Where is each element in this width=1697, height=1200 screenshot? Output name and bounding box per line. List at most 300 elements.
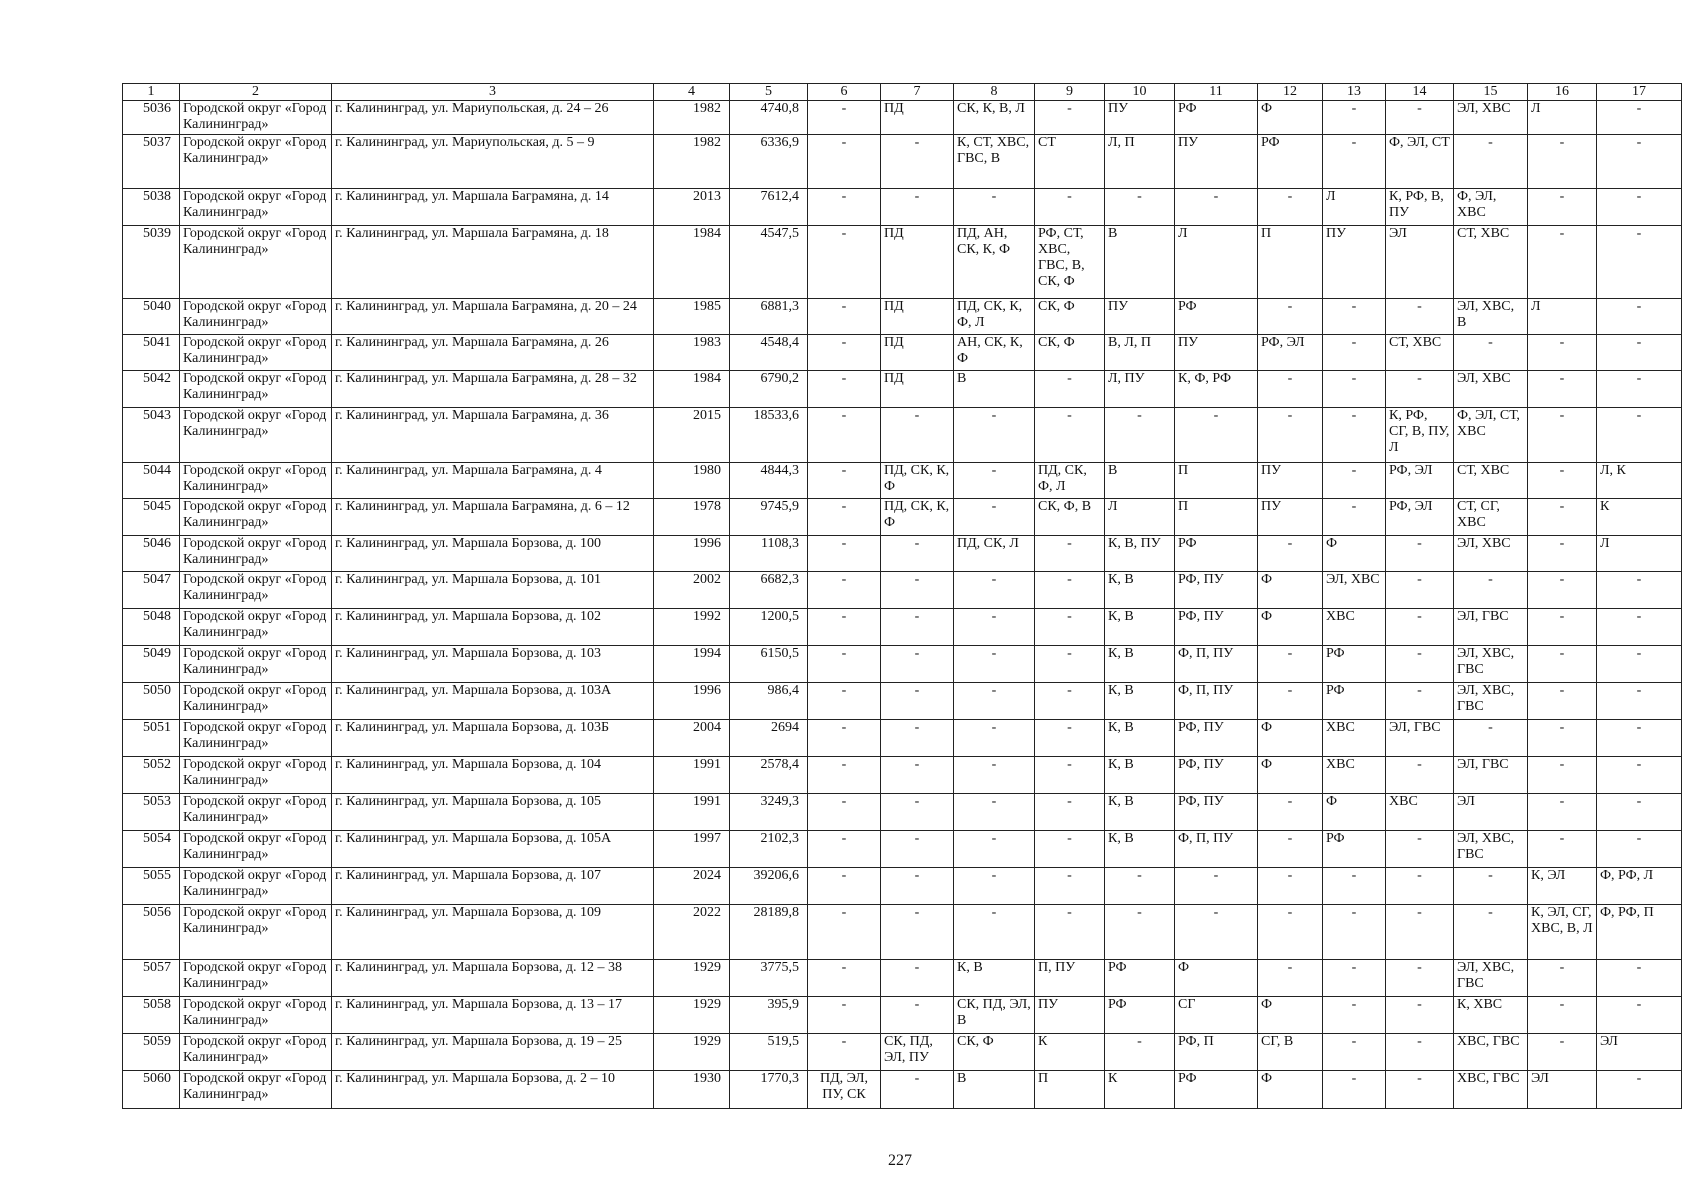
table-cell: г. Калининград, ул. Маршала Борзова, д. 13 – 17 bbox=[332, 997, 654, 1034]
table-cell: 1982 bbox=[654, 135, 730, 189]
table-cell: - bbox=[1386, 905, 1454, 960]
table-cell: г. Калининград, ул. Маршала Борзова, д. 105А bbox=[332, 831, 654, 868]
table-cell: ПД, ЭЛ, ПУ, СК bbox=[808, 1071, 881, 1109]
table-cell: - bbox=[1035, 408, 1105, 463]
table-cell: - bbox=[1597, 135, 1682, 189]
table-cell: Городской округ «Город Калининград» bbox=[180, 536, 332, 572]
table-cell: П bbox=[1035, 1071, 1105, 1109]
table-cell: - bbox=[1454, 335, 1528, 371]
table-cell: - bbox=[1105, 868, 1175, 905]
table-cell: 1982 bbox=[654, 101, 730, 135]
table-cell: 1991 bbox=[654, 757, 730, 794]
table-cell: Городской округ «Город Калининград» bbox=[180, 960, 332, 997]
table-cell: Ф bbox=[1258, 609, 1323, 646]
table-cell: - bbox=[1035, 371, 1105, 408]
table-cell: - bbox=[808, 609, 881, 646]
table-cell: - bbox=[1035, 720, 1105, 757]
table-cell: - bbox=[1528, 371, 1597, 408]
table-cell: К, В bbox=[1105, 609, 1175, 646]
table-cell: - bbox=[1323, 997, 1386, 1034]
table-cell: Ф, ЭЛ, СТ bbox=[1386, 135, 1454, 189]
table-cell: - bbox=[1597, 646, 1682, 683]
table-cell: - bbox=[808, 997, 881, 1034]
table-cell: Ф, ЭЛ, ХВС bbox=[1454, 189, 1528, 226]
table-cell: - bbox=[1105, 1034, 1175, 1071]
table-cell: - bbox=[1386, 1071, 1454, 1109]
table-cell: - bbox=[1597, 609, 1682, 646]
table-cell: РФ bbox=[1175, 299, 1258, 335]
table-cell: 5041 bbox=[123, 335, 180, 371]
table-cell: - bbox=[1528, 189, 1597, 226]
table-cell: ХВС, ГВС bbox=[1454, 1034, 1528, 1071]
table-row bbox=[123, 1071, 1682, 1109]
table-cell: К, В bbox=[954, 960, 1035, 997]
table-row bbox=[123, 609, 1682, 646]
table-cell: 5058 bbox=[123, 997, 180, 1034]
table-cell: К, РФ, СГ, В, ПУ, Л bbox=[1386, 408, 1454, 463]
table-cell: - bbox=[1597, 408, 1682, 463]
table-cell: 1984 bbox=[654, 371, 730, 408]
table-cell: - bbox=[1528, 536, 1597, 572]
table-cell: ЭЛ, ХВС, ГВС bbox=[1454, 831, 1528, 868]
table-cell: РФ, ЭЛ bbox=[1258, 335, 1323, 371]
table-cell: - bbox=[1386, 609, 1454, 646]
table-cell: РФ bbox=[1323, 646, 1386, 683]
table-cell: РФ, ПУ bbox=[1175, 794, 1258, 831]
table-cell: 39206,6 bbox=[730, 868, 808, 905]
table-cell: К, В, ПУ bbox=[1105, 536, 1175, 572]
table-cell: 1200,5 bbox=[730, 609, 808, 646]
table-cell: 1929 bbox=[654, 1034, 730, 1071]
table-cell: ПД, СК, К, Ф bbox=[881, 463, 954, 499]
table-cell: Л bbox=[1323, 189, 1386, 226]
table-cell: - bbox=[1258, 683, 1323, 720]
table-cell: Л bbox=[1175, 226, 1258, 299]
table-row bbox=[123, 997, 1682, 1034]
table-cell: - bbox=[1597, 683, 1682, 720]
table-cell: - bbox=[1323, 371, 1386, 408]
table-cell: ПУ bbox=[1258, 499, 1323, 536]
table-cell: ЭЛ, ХВС, ГВС bbox=[1454, 960, 1528, 997]
table-cell: Ф, П, ПУ bbox=[1175, 683, 1258, 720]
table-cell: 1929 bbox=[654, 960, 730, 997]
table-cell: РФ bbox=[1175, 536, 1258, 572]
table-cell: - bbox=[1035, 905, 1105, 960]
table-cell: 4548,4 bbox=[730, 335, 808, 371]
table-cell: ПУ bbox=[1105, 299, 1175, 335]
table-cell: К bbox=[1035, 1034, 1105, 1071]
table-cell: Л bbox=[1528, 101, 1597, 135]
table-cell: - bbox=[954, 831, 1035, 868]
table-cell: РФ, ЭЛ bbox=[1386, 463, 1454, 499]
table-cell: - bbox=[881, 997, 954, 1034]
table-cell: 6881,3 bbox=[730, 299, 808, 335]
table-cell: К bbox=[1597, 499, 1682, 536]
table-cell: 5050 bbox=[123, 683, 180, 720]
table-cell: ЭЛ, ГВС bbox=[1454, 757, 1528, 794]
column-header: 6 bbox=[808, 84, 881, 101]
table-cell: ПД bbox=[881, 226, 954, 299]
table-row bbox=[123, 299, 1682, 335]
table-cell: - bbox=[954, 794, 1035, 831]
table-cell: - bbox=[1035, 683, 1105, 720]
table-cell: ПД, СК, Ф, Л bbox=[1035, 463, 1105, 499]
table-cell: 5060 bbox=[123, 1071, 180, 1109]
table-cell: - bbox=[1175, 408, 1258, 463]
table-cell: 6150,5 bbox=[730, 646, 808, 683]
table-cell: ЭЛ, ХВС, ГВС bbox=[1454, 683, 1528, 720]
table-cell: 4844,3 bbox=[730, 463, 808, 499]
table-cell: В bbox=[954, 371, 1035, 408]
table-cell: Ф bbox=[1258, 720, 1323, 757]
table-cell: 6682,3 bbox=[730, 572, 808, 609]
table-cell: 2002 bbox=[654, 572, 730, 609]
table-cell: - bbox=[808, 646, 881, 683]
table-cell: 28189,8 bbox=[730, 905, 808, 960]
table-cell: - bbox=[954, 609, 1035, 646]
table-cell: - bbox=[1175, 868, 1258, 905]
table-cell: - bbox=[1035, 794, 1105, 831]
table-cell: К, В bbox=[1105, 831, 1175, 868]
table-cell: 1996 bbox=[654, 536, 730, 572]
table-cell: Л bbox=[1597, 536, 1682, 572]
table-cell: - bbox=[1386, 997, 1454, 1034]
table-cell: - bbox=[1528, 646, 1597, 683]
table-row bbox=[123, 794, 1682, 831]
table-cell: - bbox=[1597, 831, 1682, 868]
table-cell: К, В bbox=[1105, 794, 1175, 831]
table-cell: 5057 bbox=[123, 960, 180, 997]
table-cell: 5037 bbox=[123, 135, 180, 189]
table-cell: РФ, ПУ bbox=[1175, 609, 1258, 646]
table-row bbox=[123, 757, 1682, 794]
table-cell: 5056 bbox=[123, 905, 180, 960]
table-cell: - bbox=[881, 609, 954, 646]
table-cell: 519,5 bbox=[730, 1034, 808, 1071]
table-cell: ПУ bbox=[1175, 135, 1258, 189]
table-cell: РФ bbox=[1323, 683, 1386, 720]
table-cell: - bbox=[954, 757, 1035, 794]
table-cell: - bbox=[1258, 536, 1323, 572]
table-cell: - bbox=[1528, 1034, 1597, 1071]
table-cell: Городской округ «Город Калининград» bbox=[180, 299, 332, 335]
table-cell: ЭЛ bbox=[1597, 1034, 1682, 1071]
table-cell: г. Калининград, ул. Маршала Баграмяна, д. 18 bbox=[332, 226, 654, 299]
table-cell: - bbox=[808, 135, 881, 189]
table-cell: РФ, ЭЛ bbox=[1386, 499, 1454, 536]
table-cell: Городской округ «Город Калининград» bbox=[180, 757, 332, 794]
table-cell: - bbox=[1105, 905, 1175, 960]
table-cell: - bbox=[1454, 572, 1528, 609]
table-cell: - bbox=[1175, 189, 1258, 226]
table-cell: РФ, ПУ bbox=[1175, 572, 1258, 609]
table-cell: - bbox=[1528, 499, 1597, 536]
table-cell: г. Калининград, ул. Маршала Баграмяна, д. 26 bbox=[332, 335, 654, 371]
table-cell: ПУ bbox=[1258, 463, 1323, 499]
table-cell: - bbox=[1386, 646, 1454, 683]
table-cell: 2004 bbox=[654, 720, 730, 757]
table-cell: ПД bbox=[881, 335, 954, 371]
table-cell: - bbox=[1323, 868, 1386, 905]
table-cell: г. Калининград, ул. Маршала Борзова, д. 100 bbox=[332, 536, 654, 572]
table-cell: 1985 bbox=[654, 299, 730, 335]
table-cell: 1978 bbox=[654, 499, 730, 536]
table-cell: - bbox=[808, 101, 881, 135]
table-cell: - bbox=[1323, 905, 1386, 960]
table-cell: ЭЛ, ХВС, ГВС bbox=[1454, 646, 1528, 683]
table-cell: - bbox=[1386, 299, 1454, 335]
table-row bbox=[123, 226, 1682, 299]
table-cell: - bbox=[1323, 299, 1386, 335]
table-cell: 5038 bbox=[123, 189, 180, 226]
table-cell: Ф bbox=[1258, 101, 1323, 135]
column-header: 12 bbox=[1258, 84, 1323, 101]
table-cell: - bbox=[1386, 868, 1454, 905]
table-cell: Городской округ «Город Калининград» bbox=[180, 135, 332, 189]
table-cell: 2013 bbox=[654, 189, 730, 226]
table-cell: - bbox=[808, 794, 881, 831]
table-cell: СТ, ХВС bbox=[1454, 226, 1528, 299]
table-cell: - bbox=[808, 463, 881, 499]
table-cell: - bbox=[1386, 371, 1454, 408]
table-cell: 5051 bbox=[123, 720, 180, 757]
table-cell: СК, Ф, В bbox=[1035, 499, 1105, 536]
table-cell: 5052 bbox=[123, 757, 180, 794]
table-cell: П bbox=[1258, 226, 1323, 299]
table-cell: - bbox=[808, 720, 881, 757]
table-cell: Городской округ «Город Калининград» bbox=[180, 499, 332, 536]
table-cell: 1992 bbox=[654, 609, 730, 646]
table-cell: - bbox=[881, 683, 954, 720]
table-cell: Ф, П, ПУ bbox=[1175, 831, 1258, 868]
table-cell: - bbox=[1035, 609, 1105, 646]
table-cell: - bbox=[808, 1034, 881, 1071]
table-cell: Городской округ «Город Калининград» bbox=[180, 1071, 332, 1109]
column-header: 5 bbox=[730, 84, 808, 101]
table-cell: - bbox=[881, 831, 954, 868]
table-cell: г. Калининград, ул. Маршала Борзова, д. 2 – 10 bbox=[332, 1071, 654, 1109]
table-row bbox=[123, 408, 1682, 463]
column-header: 2 bbox=[180, 84, 332, 101]
table-cell: 5054 bbox=[123, 831, 180, 868]
table-cell: - bbox=[881, 646, 954, 683]
table-cell: - bbox=[954, 408, 1035, 463]
table-cell: - bbox=[1528, 960, 1597, 997]
table-cell: 5045 bbox=[123, 499, 180, 536]
table-cell: - bbox=[1454, 720, 1528, 757]
table-cell: - bbox=[1258, 831, 1323, 868]
table-cell: РФ bbox=[1105, 960, 1175, 997]
table-row bbox=[123, 101, 1682, 135]
table-cell: ЭЛ, ХВС bbox=[1454, 371, 1528, 408]
table-cell: П bbox=[1175, 499, 1258, 536]
table-cell: К, ЭЛ, СГ, ХВС, В, Л bbox=[1528, 905, 1597, 960]
table-cell: ЭЛ, ГВС bbox=[1454, 609, 1528, 646]
table-cell: г. Калининград, ул. Маршала Баграмяна, д. 36 bbox=[332, 408, 654, 463]
table-cell: 6336,9 bbox=[730, 135, 808, 189]
table-cell: Ф, РФ, Л bbox=[1597, 868, 1682, 905]
table-cell: - bbox=[954, 499, 1035, 536]
table-cell: - bbox=[1386, 683, 1454, 720]
table-cell: 1994 bbox=[654, 646, 730, 683]
column-header: 3 bbox=[332, 84, 654, 101]
table-cell: РФ bbox=[1105, 997, 1175, 1034]
table-cell: - bbox=[808, 757, 881, 794]
table-cell: Ф, П, ПУ bbox=[1175, 646, 1258, 683]
table-cell: - bbox=[1597, 371, 1682, 408]
table-cell: г. Калининград, ул. Маршала Борзова, д. 101 bbox=[332, 572, 654, 609]
table-cell: СК, ПД, ЭЛ, ПУ bbox=[881, 1034, 954, 1071]
table-cell: ПУ bbox=[1323, 226, 1386, 299]
table-cell: - bbox=[1386, 960, 1454, 997]
table-cell: К, ХВС bbox=[1454, 997, 1528, 1034]
table-cell: К, В bbox=[1105, 720, 1175, 757]
table-cell: - bbox=[1386, 757, 1454, 794]
table-cell: ХВС bbox=[1323, 720, 1386, 757]
table-cell: - bbox=[1258, 905, 1323, 960]
table-cell: - bbox=[1323, 101, 1386, 135]
table-cell: Ф bbox=[1323, 536, 1386, 572]
table-cell: ХВС bbox=[1323, 609, 1386, 646]
table-cell: ПУ bbox=[1175, 335, 1258, 371]
table-cell: - bbox=[1528, 335, 1597, 371]
table-cell: Городской округ «Город Калининград» bbox=[180, 371, 332, 408]
table-cell: Ф bbox=[1323, 794, 1386, 831]
table-cell: - bbox=[808, 189, 881, 226]
table-row bbox=[123, 960, 1682, 997]
table-cell: - bbox=[1597, 720, 1682, 757]
table-row bbox=[123, 499, 1682, 536]
table-row bbox=[123, 646, 1682, 683]
table-cell: - bbox=[1528, 757, 1597, 794]
table-cell: - bbox=[1386, 572, 1454, 609]
table-cell: г. Калининград, ул. Маршала Борзова, д. 103 bbox=[332, 646, 654, 683]
table-cell: - bbox=[1528, 794, 1597, 831]
table-cell: - bbox=[1528, 408, 1597, 463]
table-cell: - bbox=[808, 868, 881, 905]
table-cell: 5048 bbox=[123, 609, 180, 646]
table-cell: - bbox=[1258, 189, 1323, 226]
table-cell: г. Калининград, ул. Маршала Борзова, д. 105 bbox=[332, 794, 654, 831]
table-cell: СК, ПД, ЭЛ, В bbox=[954, 997, 1035, 1034]
table-cell: Городской округ «Город Калининград» bbox=[180, 572, 332, 609]
table-cell: К, РФ, В, ПУ bbox=[1386, 189, 1454, 226]
table-cell: ЭЛ, ХВС bbox=[1454, 536, 1528, 572]
table-row bbox=[123, 831, 1682, 868]
table-cell: 3775,5 bbox=[730, 960, 808, 997]
table-cell: 2578,4 bbox=[730, 757, 808, 794]
table-cell: - bbox=[1528, 831, 1597, 868]
table-cell: г. Калининград, ул. Маршала Баграмяна, д. 14 bbox=[332, 189, 654, 226]
table-cell: В bbox=[1105, 463, 1175, 499]
table-row bbox=[123, 683, 1682, 720]
table-cell: - bbox=[954, 646, 1035, 683]
table-cell: - bbox=[1258, 408, 1323, 463]
table-cell: 1996 bbox=[654, 683, 730, 720]
column-header: 13 bbox=[1323, 84, 1386, 101]
table-cell: Ф bbox=[1175, 960, 1258, 997]
table-cell: - bbox=[1258, 646, 1323, 683]
table-cell: Городской округ «Город Калининград» bbox=[180, 463, 332, 499]
table-cell: 1930 bbox=[654, 1071, 730, 1109]
table-cell: Городской округ «Город Калининград» bbox=[180, 905, 332, 960]
table-cell: 5047 bbox=[123, 572, 180, 609]
table-cell: ЭЛ, ХВС bbox=[1454, 101, 1528, 135]
table-cell: г. Калининград, ул. Маршала Баграмяна, д. 28 – 32 bbox=[332, 371, 654, 408]
table-cell: 5055 bbox=[123, 868, 180, 905]
table-cell: 5039 bbox=[123, 226, 180, 299]
column-header: 4 bbox=[654, 84, 730, 101]
table-cell: - bbox=[881, 572, 954, 609]
table-cell: - bbox=[1528, 572, 1597, 609]
table-cell: г. Калининград, ул. Маршала Борзова, д. 107 bbox=[332, 868, 654, 905]
table-cell: Л bbox=[1528, 299, 1597, 335]
table-cell: ПУ bbox=[1105, 101, 1175, 135]
table-cell: Городской округ «Город Калининград» bbox=[180, 189, 332, 226]
table-cell: 9745,9 bbox=[730, 499, 808, 536]
table-cell: - bbox=[1386, 831, 1454, 868]
table-cell: 1980 bbox=[654, 463, 730, 499]
table-cell: - bbox=[881, 408, 954, 463]
table-cell: - bbox=[954, 572, 1035, 609]
table-cell: 1108,3 bbox=[730, 536, 808, 572]
column-header: 1 bbox=[123, 84, 180, 101]
table-cell: Городской округ «Город Калининград» bbox=[180, 408, 332, 463]
table-cell: - bbox=[1323, 463, 1386, 499]
table-cell: - bbox=[1597, 757, 1682, 794]
table-cell: СТ, ХВС bbox=[1386, 335, 1454, 371]
table-cell: - bbox=[881, 1071, 954, 1109]
table-cell: 2022 bbox=[654, 905, 730, 960]
table-cell: - bbox=[1323, 335, 1386, 371]
table-cell: СК, Ф bbox=[954, 1034, 1035, 1071]
table-cell: ПД, СК, К, Ф bbox=[881, 499, 954, 536]
table-cell: - bbox=[1258, 371, 1323, 408]
table-cell: - bbox=[881, 189, 954, 226]
table-cell: - bbox=[808, 299, 881, 335]
table-cell: Ф, РФ, П bbox=[1597, 905, 1682, 960]
data-table bbox=[122, 83, 1682, 1109]
table-cell: СТ, СГ, ХВС bbox=[1454, 499, 1528, 536]
table-cell: К, В bbox=[1105, 646, 1175, 683]
table-cell: - bbox=[808, 905, 881, 960]
table-row bbox=[123, 720, 1682, 757]
table-cell: Л, ПУ bbox=[1105, 371, 1175, 408]
table-cell: 5043 bbox=[123, 408, 180, 463]
table-cell: Городской округ «Город Калининград» bbox=[180, 683, 332, 720]
table-cell: - bbox=[1597, 572, 1682, 609]
table-cell: - bbox=[954, 683, 1035, 720]
table-cell: СТ, ХВС bbox=[1454, 463, 1528, 499]
table-cell: 5044 bbox=[123, 463, 180, 499]
table-cell: ПД, СК, Л bbox=[954, 536, 1035, 572]
table-cell: - bbox=[881, 135, 954, 189]
table-cell: - bbox=[808, 335, 881, 371]
table-cell: - bbox=[1035, 189, 1105, 226]
table-cell: - bbox=[1258, 299, 1323, 335]
table-cell: 1984 bbox=[654, 226, 730, 299]
page-number: 227 bbox=[888, 1152, 912, 1169]
table-cell: ЭЛ, ХВС, В bbox=[1454, 299, 1528, 335]
table-cell: Ф bbox=[1258, 572, 1323, 609]
table-cell: Ф bbox=[1258, 1071, 1323, 1109]
table-cell: г. Калининград, ул. Маршала Баграмяна, д. 20 – 24 bbox=[332, 299, 654, 335]
table-cell: - bbox=[1386, 536, 1454, 572]
table-cell: г. Калининград, ул. Мариупольская, д. 24 – 26 bbox=[332, 101, 654, 135]
table-cell: 6790,2 bbox=[730, 371, 808, 408]
table-cell: - bbox=[1454, 905, 1528, 960]
table-cell: - bbox=[1597, 299, 1682, 335]
